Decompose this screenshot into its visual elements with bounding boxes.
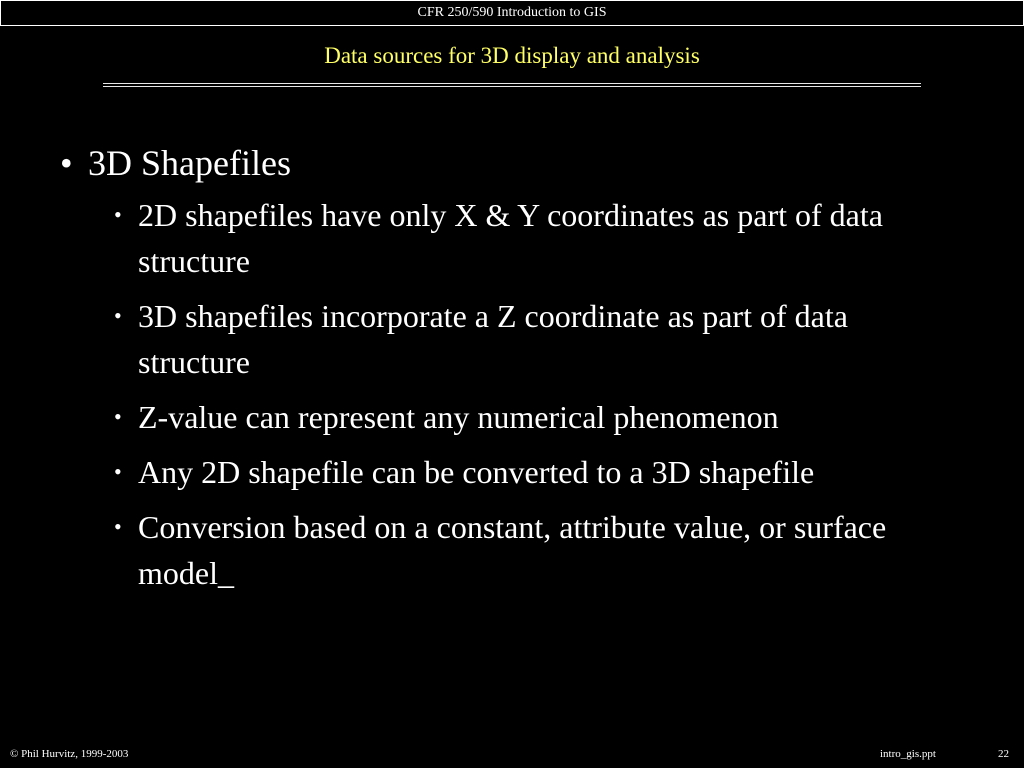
sub-bullet-text: Conversion based on a constant, attribute value, or surface model_ bbox=[138, 509, 887, 591]
sub-bullet-text: 2D shapefiles have only X & Y coordinates as part of data structure bbox=[138, 197, 883, 279]
bullet-glyph: • bbox=[60, 143, 73, 183]
bullet-glyph: • bbox=[114, 404, 122, 429]
slide-title: Data sources for 3D display and analysis bbox=[324, 43, 700, 68]
course-title: CFR 250/590 Introduction to GIS bbox=[417, 5, 607, 20]
sub-bullet-text: Z-value can represent any numerical phenomenon bbox=[138, 399, 779, 435]
main-bullet-text: 3D Shapefiles bbox=[88, 143, 291, 183]
sub-bullet-item bbox=[114, 192, 960, 284]
sub-bullet-item bbox=[114, 293, 960, 385]
slide-content bbox=[60, 140, 960, 605]
sub-bullet-item bbox=[114, 394, 960, 440]
sub-bullet-item bbox=[114, 449, 960, 495]
sub-bullet-text: Any 2D shapefile can be converted to a 3D shapefile bbox=[138, 454, 815, 490]
sub-bullet-text: 3D shapefiles incorporate a Z coordinate as part of data structure bbox=[138, 298, 848, 380]
footer-filename: intro_gis.ppt bbox=[880, 748, 936, 760]
bullet-glyph: • bbox=[114, 459, 122, 484]
footer-copyright: © Phil Hurvitz, 1999-2003 bbox=[10, 748, 129, 760]
main-bullet-item bbox=[60, 140, 960, 186]
course-header-bar bbox=[0, 0, 1024, 26]
footer-page-number: 22 bbox=[998, 748, 1009, 760]
bullet-glyph: • bbox=[114, 202, 122, 227]
bullet-glyph: • bbox=[114, 303, 122, 328]
title-divider bbox=[103, 83, 921, 87]
bullet-glyph: • bbox=[114, 514, 122, 539]
sub-bullet-item bbox=[114, 504, 960, 596]
sub-bullet-list bbox=[60, 192, 960, 596]
